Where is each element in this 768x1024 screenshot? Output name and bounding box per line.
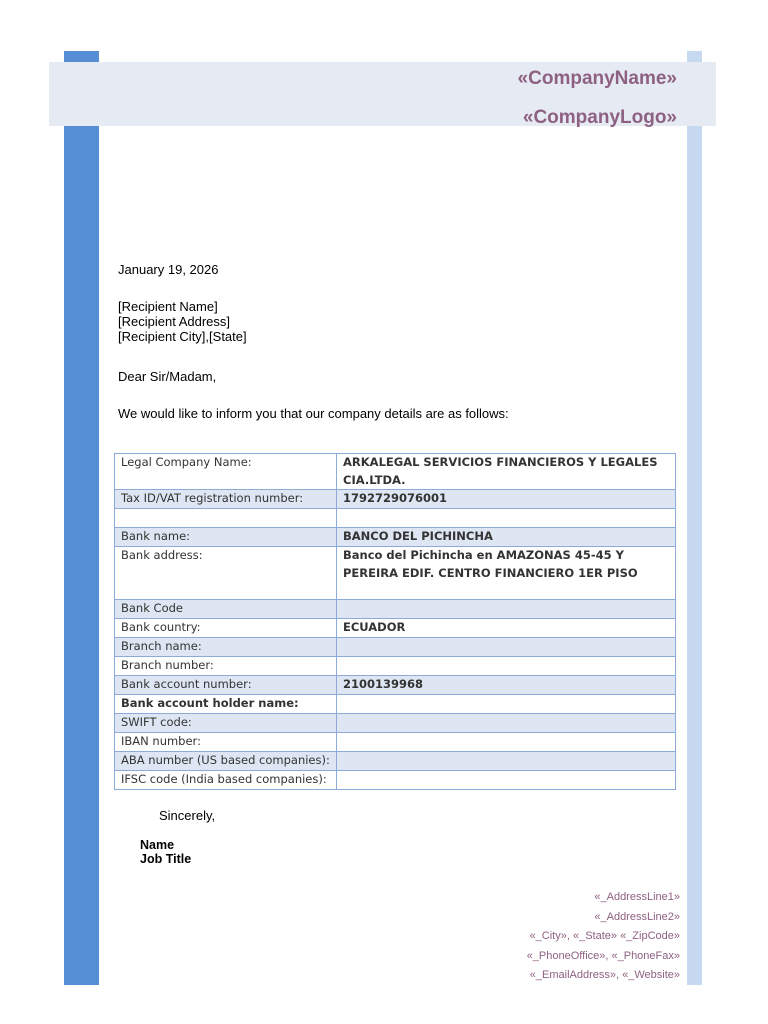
row-value	[337, 771, 676, 790]
row-label: Bank country:	[115, 619, 337, 638]
row-value: Banco del Pichincha en AMAZONAS 45-45 Y PEREIRA EDIF. CENTRO FINANCIERO 1ER PISO	[337, 547, 676, 600]
table-row	[115, 490, 676, 509]
footer-city-state-zip: «_City», «_State» «_ZipCode»	[529, 930, 680, 942]
row-value	[337, 638, 676, 657]
recipient-name: [Recipient Name]	[118, 299, 218, 314]
row-label	[115, 509, 337, 528]
table-row	[115, 657, 676, 676]
row-label: Bank account number:	[115, 676, 337, 695]
row-label: Branch number:	[115, 657, 337, 676]
row-value	[337, 733, 676, 752]
table-row	[115, 676, 676, 695]
intro-paragraph: We would like to inform you that our company details are as follows:	[118, 406, 509, 421]
recipient-city: [Recipient City],[State]	[118, 329, 247, 344]
table-row	[115, 638, 676, 657]
table-row	[115, 714, 676, 733]
row-label: Bank address:	[115, 547, 337, 600]
row-label: Tax ID/VAT registration number:	[115, 490, 337, 509]
row-label: IFSC code (India based companies):	[115, 771, 337, 790]
row-value	[337, 752, 676, 771]
signer-job-title: Job Title	[140, 852, 192, 866]
letter-date: January 19, 2026	[118, 262, 219, 277]
row-value	[337, 600, 676, 619]
row-label: Legal Company Name:	[115, 454, 337, 490]
table-row	[115, 454, 676, 490]
row-value	[337, 695, 676, 714]
row-label: ABA number (US based companies):	[115, 752, 337, 771]
footer-email-website: «_EmailAddress», «_Website»	[529, 969, 680, 981]
recipient-block	[118, 299, 247, 344]
footer-address-line2: «_AddressLine2»	[594, 910, 680, 923]
table-row	[115, 771, 676, 790]
signature-block	[140, 838, 191, 866]
footer-phones: «_PhoneOffice», «_PhoneFax»	[526, 949, 680, 962]
row-value: 1792729076001	[337, 490, 676, 509]
row-value	[337, 657, 676, 676]
row-value: ECUADOR	[337, 619, 676, 638]
footer-address-block	[527, 888, 680, 986]
row-label: Bank account holder name:	[115, 695, 337, 714]
row-value: BANCO DEL PICHINCHA	[337, 528, 676, 547]
footer-address-line1: «_AddressLine1»	[594, 891, 680, 903]
table-row	[115, 600, 676, 619]
table-row	[115, 619, 676, 638]
company-name-field: «CompanyName»	[517, 68, 677, 89]
left-accent-bar	[64, 51, 99, 985]
company-details-table	[114, 453, 676, 790]
table-row	[115, 695, 676, 714]
company-logo-field: «CompanyLogo»	[522, 107, 677, 128]
row-label: Branch name:	[115, 638, 337, 657]
table-row	[115, 547, 676, 600]
recipient-address: [Recipient Address]	[118, 314, 231, 329]
row-label: Bank Code	[115, 600, 337, 619]
row-value	[337, 509, 676, 528]
row-label: Bank name:	[115, 528, 337, 547]
row-label: IBAN number:	[115, 733, 337, 752]
table-row	[115, 528, 676, 547]
salutation: Dear Sir/Madam,	[118, 369, 217, 384]
row-label: SWIFT code:	[115, 714, 337, 733]
table-row	[115, 733, 676, 752]
closing-sincerely: Sincerely,	[159, 808, 216, 823]
row-value: 2100139968	[337, 676, 676, 695]
right-accent-bar	[687, 51, 702, 985]
row-value	[337, 714, 676, 733]
table-row	[115, 752, 676, 771]
table-row	[115, 509, 676, 528]
signer-name: Name	[140, 838, 175, 852]
row-value: ARKALEGAL SERVICIOS FINANCIEROS Y LEGALES CIA.LTDA.	[337, 454, 676, 490]
